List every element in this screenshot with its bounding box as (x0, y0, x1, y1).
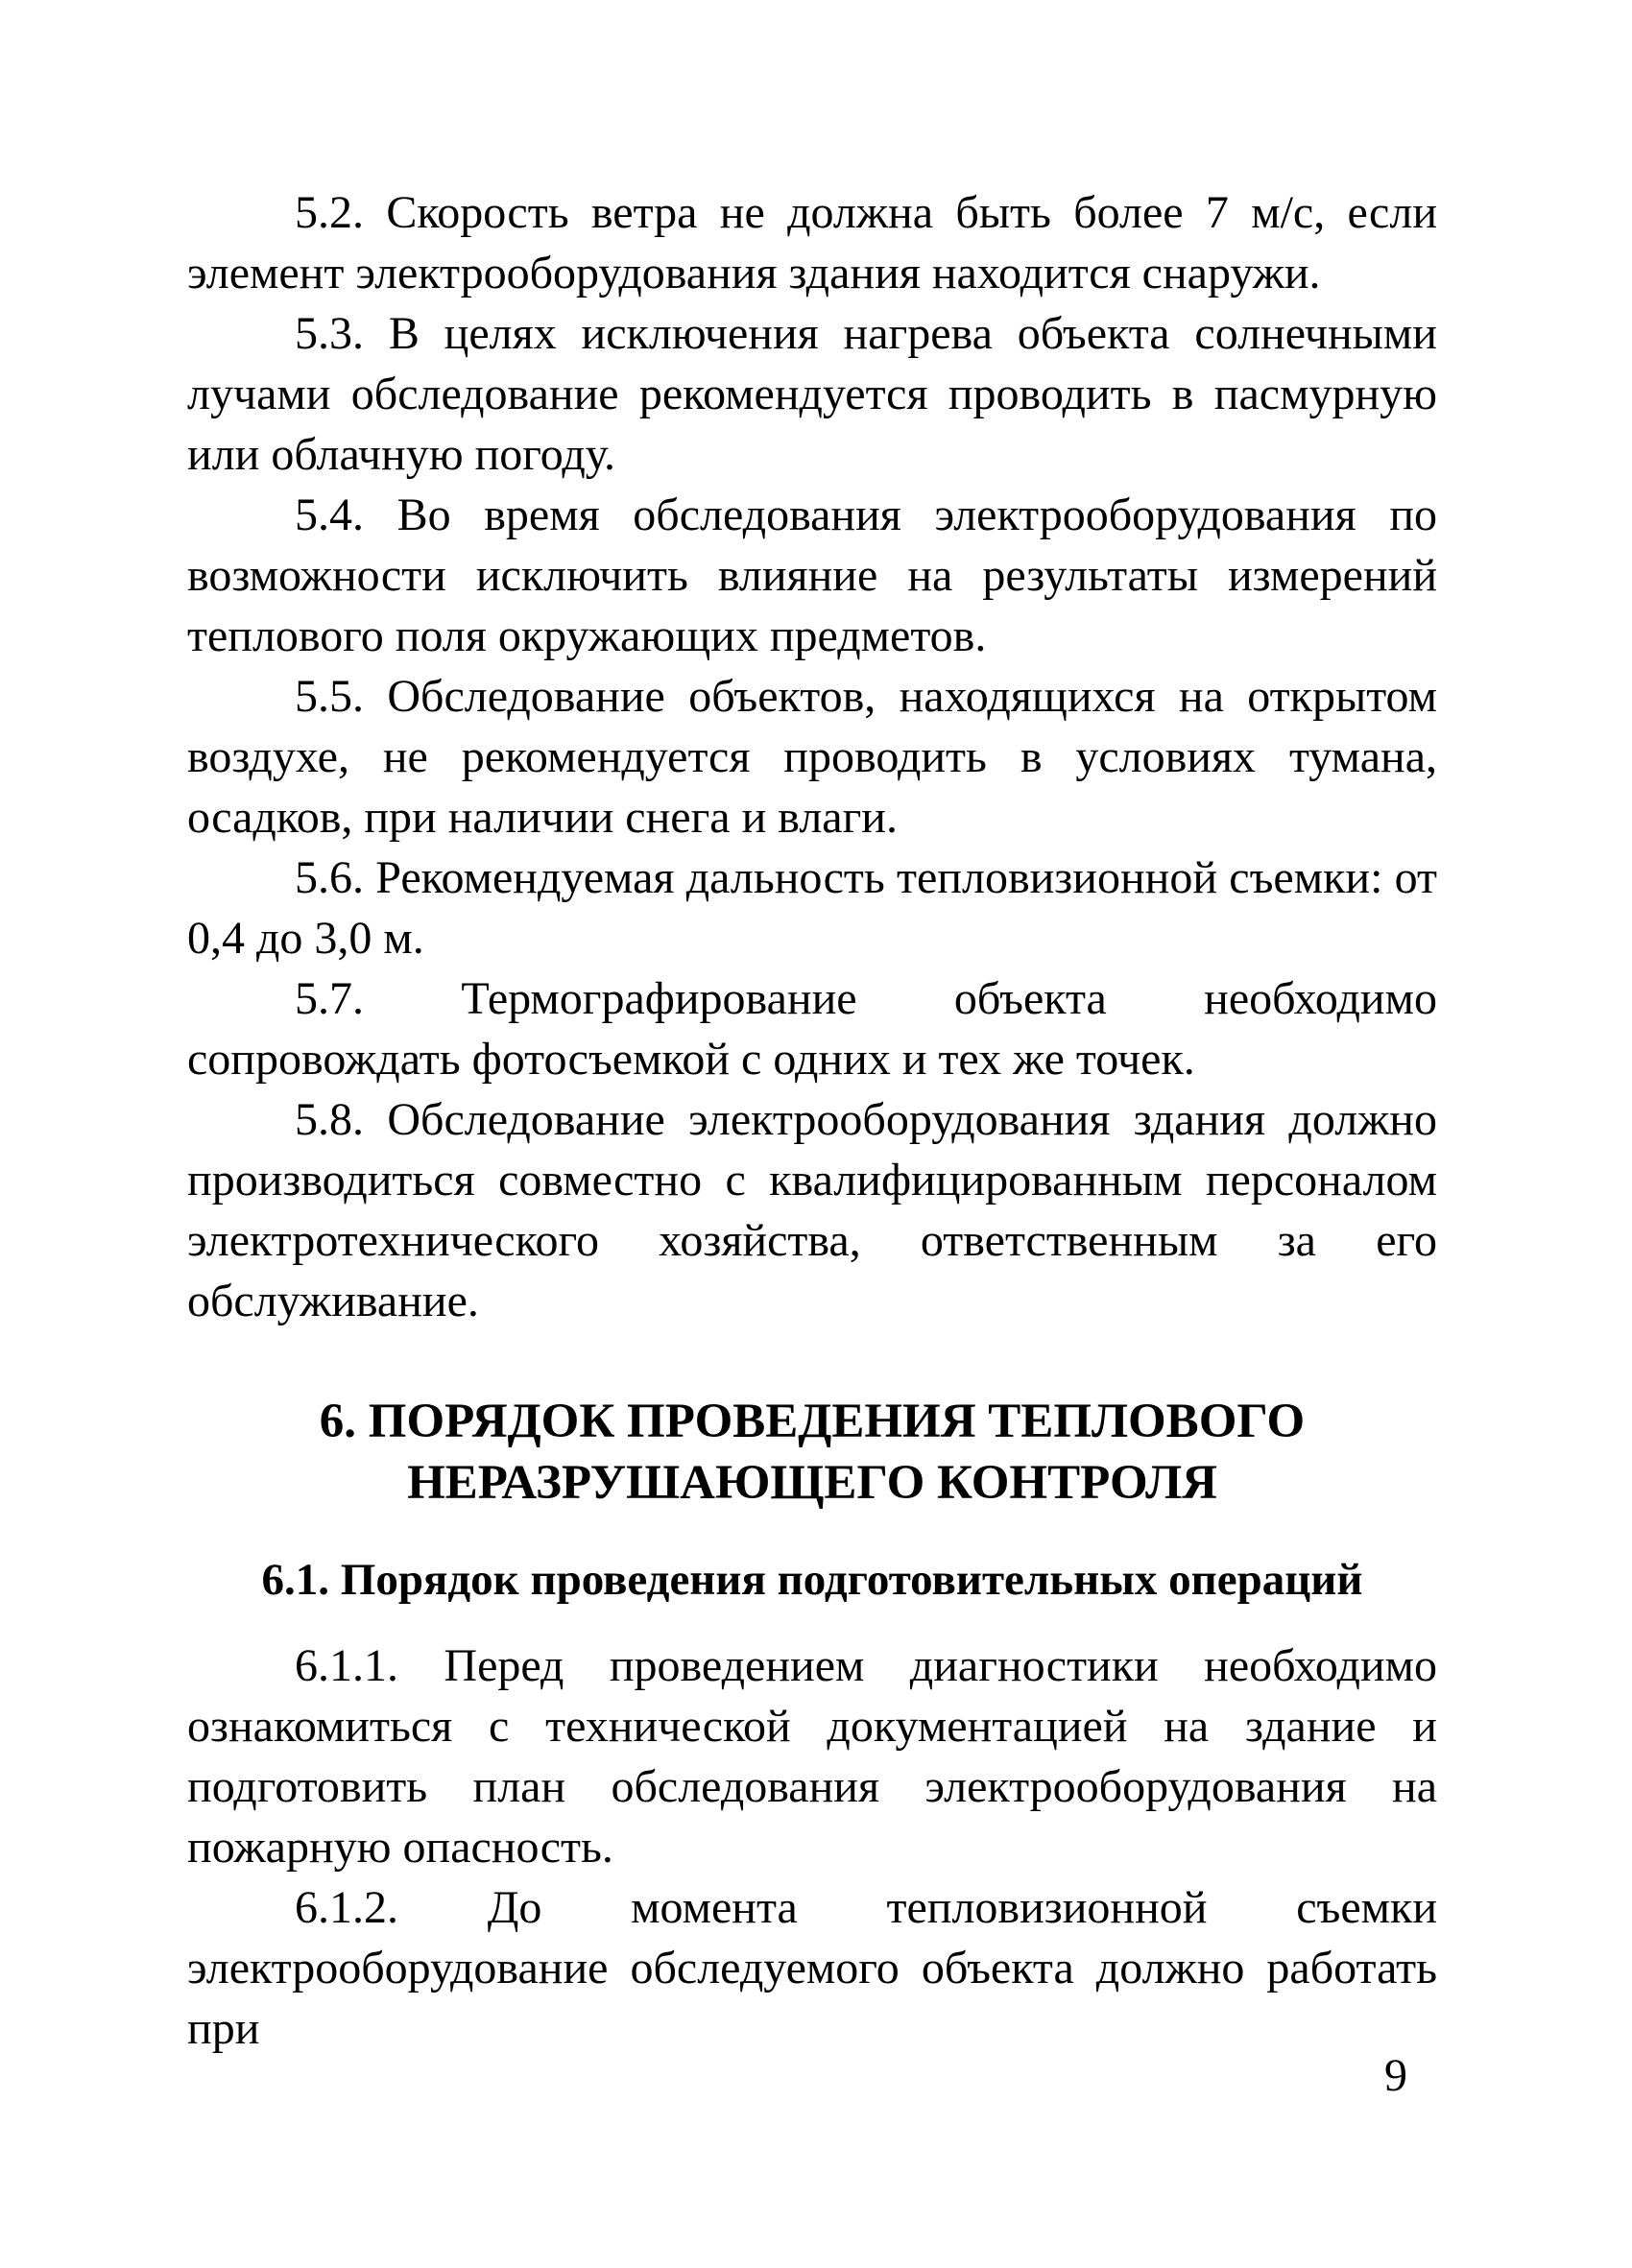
section-6-heading-line2: НЕРАЗРУШАЮЩЕГО КОНТРОЛЯ (407, 1456, 1217, 1510)
paragraph-5-7: 5.7. Термографирование объекта необходимо сопровождать фотосъемкой с одних и тех же точек. (187, 973, 1437, 1085)
paragraph-5-2: 5.2. Скорость ветра не должна быть более 7 м/с, если элемент электрооборудования здания находится снаружи. (187, 187, 1437, 298)
page-number: 9 (1384, 2050, 1407, 2101)
section-6-heading (187, 1391, 1437, 1514)
paragraph-6-1-1: 6.1.1. Перед проведением диагностики необходимо ознакомиться с технической документацией на здание и подготовить план обследования электрооборудования на пожарную опасность. (187, 1640, 1437, 1873)
paragraph-5-5: 5.5. Обследование объектов, находящихся на открытом воздухе, не рекомендуется проводить в условиях тумана, осадков, при наличии снега и влаги. (187, 671, 1437, 843)
paragraph-5-4: 5.4. Во время обследования электрооборудования по возможности исключить влияние на результаты измерений теплового поля окружающих предметов. (187, 489, 1437, 661)
subsection-6-1-heading: 6.1. Порядок проведения подготовительных операций (261, 1555, 1363, 1605)
paragraph-5-3: 5.3. В целях исключения нагрева объекта солнечными лучами обследование рекомендуется проводить в пасмурную или облачную погоду. (187, 308, 1437, 480)
document-page (187, 182, 1437, 2059)
section-6-heading-line1: 6. ПОРЯДОК ПРОВЕДЕНИЯ ТЕПЛОВОГО (319, 1395, 1306, 1448)
paragraph-6-1-2: 6.1.2. До момента тепловизионной съемки электрооборудование обследуемого объекта должно работать при (187, 1882, 1437, 2054)
paragraph-5-6: 5.6. Рекомендуемая дальность тепловизионной съемки: от 0,4 до 3,0 м. (187, 852, 1437, 964)
paragraph-5-8: 5.8. Обследование электрооборудования здания должно производиться совместно с квалифицированным персоналом электротехнического хозяйства, ответственным за его обслуживание. (187, 1094, 1437, 1326)
